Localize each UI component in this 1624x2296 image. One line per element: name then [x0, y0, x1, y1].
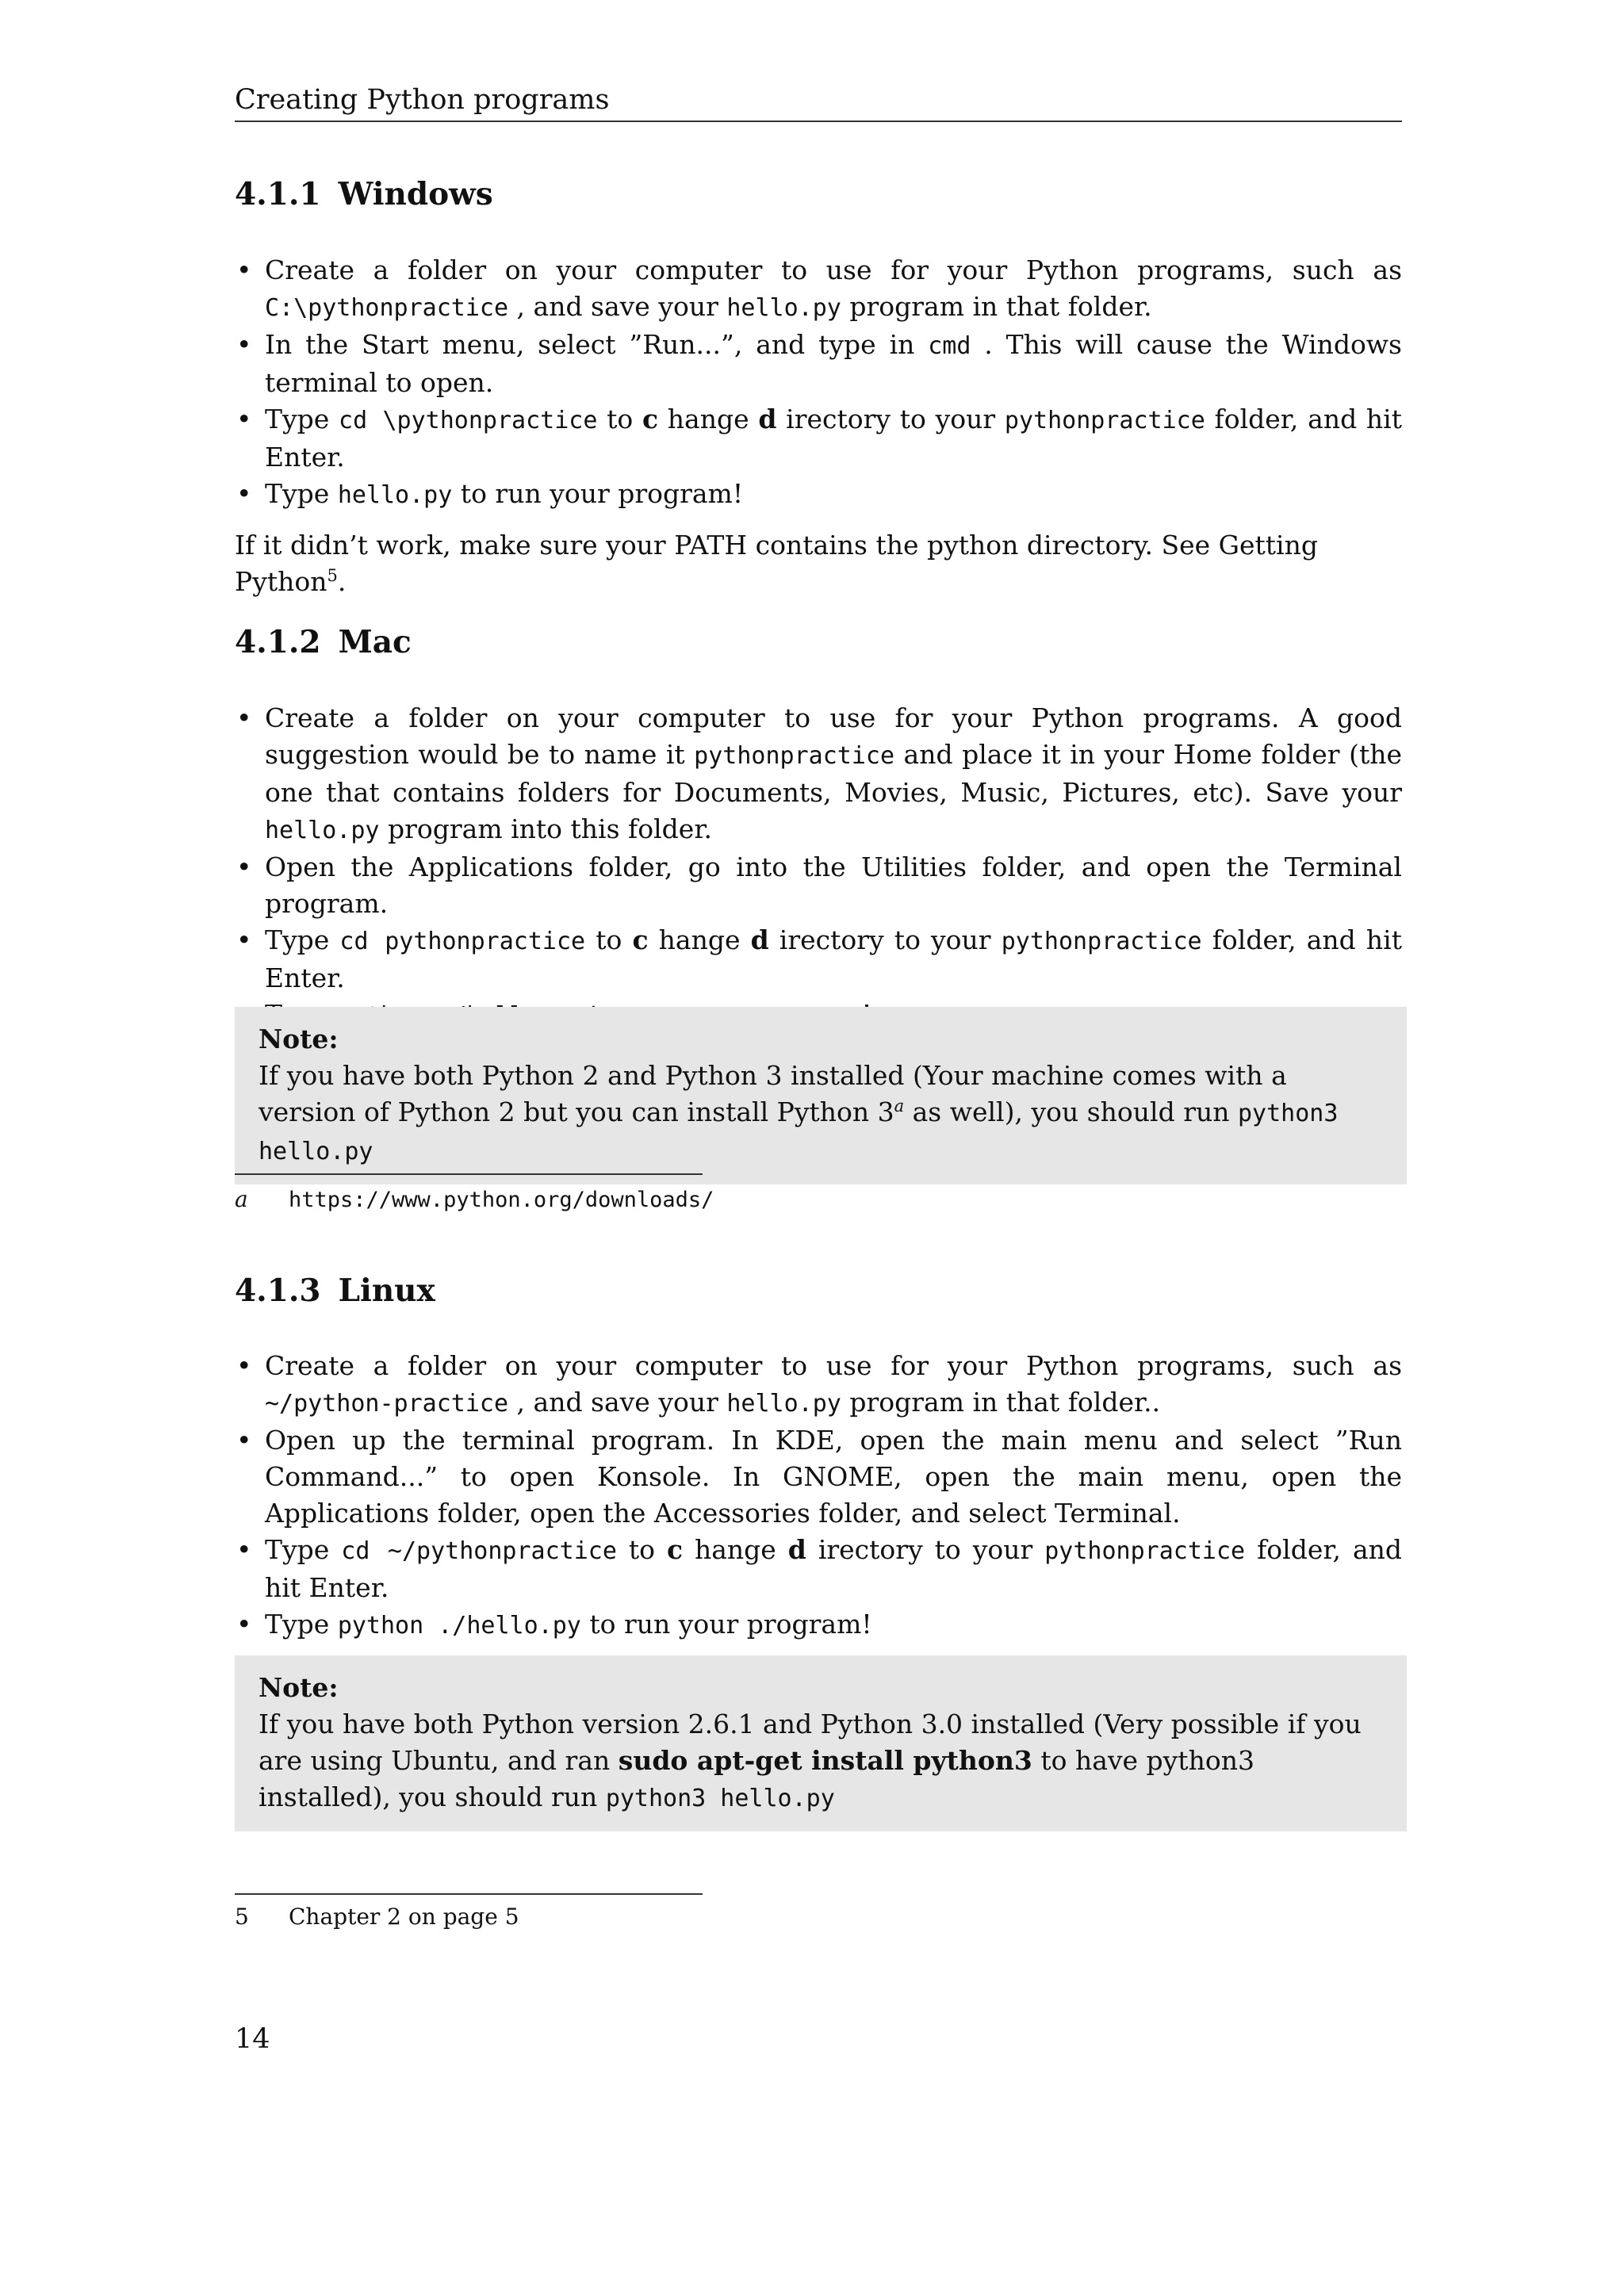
- running-head: Creating Python programs: [235, 79, 1402, 122]
- text-run: Type: [265, 404, 339, 434]
- text-run: to have python3 installed), you should run: [259, 1745, 1254, 1812]
- text-run: program in that folder..: [841, 1387, 1161, 1418]
- text-run: irectory to your: [768, 924, 1002, 955]
- text-run: folder, and hit Enter.: [265, 924, 1402, 993]
- text-run: If you have both Python 2 and Python 3 installed (Your machine comes with a version of Python 2 but you can install Python 3: [259, 1060, 1287, 1127]
- bold-text: c: [632, 924, 649, 955]
- inline-code: hello.py: [726, 294, 841, 322]
- text-run: hange: [658, 404, 759, 434]
- footnote-mark: 5: [235, 1904, 249, 1930]
- text-run: folder, and hit Enter.: [265, 1534, 1403, 1603]
- text-run: irectory to your: [806, 1534, 1045, 1565]
- section-title: Linux: [338, 1272, 435, 1309]
- inline-code: C:\pythonpractice: [265, 294, 509, 322]
- text-run: hange: [683, 1534, 788, 1565]
- note-text: [259, 1709, 1362, 1812]
- footnote-mark: a: [235, 1186, 248, 1212]
- note-box-mac: [235, 1007, 1407, 1184]
- inline-code: pythonpractice: [1001, 928, 1202, 955]
- paragraph-end: .: [337, 566, 347, 597]
- inline-code: ~/python-practice: [265, 1390, 509, 1418]
- text-run: Open the Applications folder, go into the Utilities folder, and open the Terminal program.: [265, 851, 1402, 919]
- text-run: In the Start menu, select ”Run...”, and type in: [265, 329, 929, 360]
- footnote-url[interactable]: https://www.python.org/downloads/: [289, 1188, 714, 1212]
- section-heading-mac: [235, 622, 1402, 662]
- list-item: [235, 1422, 1402, 1532]
- text-run: irectory to your: [776, 404, 1005, 434]
- section-number: 4.1.2: [235, 624, 321, 660]
- text-run: and place it in your Home folder (the one that contains folders for Documents, Movies, Music, Pictures, etc). Save your: [265, 739, 1402, 808]
- inline-code: hello.py: [337, 481, 453, 509]
- mac-steps-list: [235, 700, 1402, 1035]
- section-title: Windows: [338, 176, 493, 212]
- bold-text: c: [666, 1534, 684, 1565]
- note-text: [259, 1060, 1338, 1165]
- text-run: If you have both Python version 2.6.1 and Python 3.0 installed (Very possible if you are using Ubuntu, and ran: [259, 1709, 1362, 1776]
- page-footnote-rule: [235, 1893, 703, 1895]
- footnote-ref[interactable]: a: [894, 1096, 905, 1115]
- text-run: Open up the terminal program. In KDE, open the main menu and select ”Run Command...” to open Konsole. In GNOME, open the main menu, open the Applications folder, open the Accessories folder, and select Terminal.: [265, 1425, 1402, 1529]
- list-item: [235, 327, 1402, 401]
- text-run: Create a folder on your computer to use for your Python programs. A good suggestion would be to name it: [265, 702, 1402, 770]
- text-run: Create a folder on your computer to use for your Python programs, such as: [265, 254, 1402, 285]
- windows-steps-list: [235, 252, 1402, 514]
- footnote-ref[interactable]: 5: [327, 566, 338, 585]
- text-run: Type: [265, 478, 338, 509]
- note-box-linux: [235, 1655, 1407, 1831]
- bold-text: sudo apt-get install python3: [618, 1745, 1032, 1776]
- section-heading-linux: [235, 1271, 1402, 1311]
- text-run: to: [616, 1534, 667, 1565]
- text-run: Create a folder on your computer to use for your Python programs, such as: [265, 1350, 1402, 1381]
- text-run: . This will cause the Windows terminal to open.: [265, 329, 1402, 398]
- section-number: 4.1.3: [235, 1272, 321, 1309]
- paragraph-text: If it didn’t work, make sure your PATH contains the python directory. See Getting Python: [235, 530, 1318, 597]
- inline-code: cd ~/pythonpractice: [341, 1537, 617, 1565]
- note-title: Note:: [259, 1672, 339, 1703]
- inline-code: hello.py: [726, 1390, 841, 1418]
- list-item: [235, 700, 1402, 849]
- text-run: , and save your: [508, 1387, 727, 1418]
- section-number: 4.1.1: [235, 176, 321, 212]
- text-run: to: [597, 404, 642, 434]
- list-item: [235, 922, 1402, 997]
- footnote-rule: [235, 1173, 703, 1175]
- page-number: 14: [235, 2023, 270, 2055]
- paragraph-path-hint: [235, 527, 1402, 600]
- text-run: hange: [648, 924, 751, 955]
- footnote-text: Chapter 2 on page 5: [289, 1904, 519, 1930]
- text-run: to run your program!: [580, 1609, 872, 1640]
- inline-code: cmd: [928, 332, 971, 360]
- document-page: [235, 0, 1402, 2296]
- bold-text: c: [642, 404, 659, 434]
- inline-code: python ./hello.py: [337, 1612, 581, 1640]
- list-item: [235, 476, 1402, 514]
- inline-code: cd pythonpractice: [339, 928, 586, 955]
- linux-steps-list: [235, 1348, 1402, 1644]
- inline-code: hello.py: [265, 817, 380, 844]
- list-item: [235, 1348, 1402, 1422]
- section-heading-windows: [235, 174, 1402, 214]
- inline-code: pythonpractice: [1004, 407, 1205, 434]
- inline-code: python3 hello.py: [259, 1100, 1339, 1165]
- text-run: to: [585, 924, 633, 955]
- section-title: Mac: [338, 624, 412, 660]
- bold-text: d: [750, 924, 769, 955]
- inline-code: pythonpractice: [1044, 1537, 1246, 1565]
- text-run: as well), you should run: [904, 1096, 1238, 1127]
- list-item: [235, 1606, 1402, 1644]
- text-run: , and save your: [508, 291, 727, 322]
- bold-text: d: [787, 1534, 806, 1565]
- inline-code: pythonpractice: [694, 742, 895, 770]
- list-item: [235, 401, 1402, 476]
- bold-text: d: [758, 404, 777, 434]
- text-run: folder, and hit Enter.: [265, 404, 1402, 473]
- inline-code: cd \pythonpractice: [339, 407, 598, 434]
- text-run: program into this folder.: [379, 813, 712, 844]
- list-item: [235, 1532, 1402, 1606]
- inline-code: python3 hello.py: [605, 1785, 835, 1812]
- text-run: Type: [265, 1609, 338, 1640]
- list-item: [235, 252, 1402, 327]
- note-title: Note:: [259, 1024, 339, 1054]
- list-item: [235, 849, 1402, 922]
- text-run: Type: [265, 1534, 342, 1565]
- text-run: program in that folder.: [841, 291, 1152, 322]
- note-footnote: [235, 1185, 1402, 1215]
- page-footnote: [235, 1903, 1402, 1931]
- text-run: to run your program!: [452, 478, 744, 509]
- text-run: Type: [265, 924, 340, 955]
